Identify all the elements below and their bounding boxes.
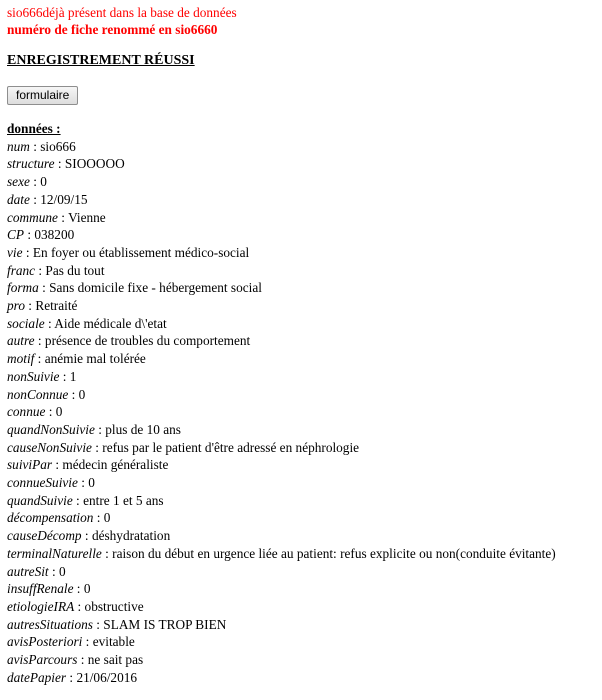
field-separator: : [54,156,65,172]
field-key: datePapier [7,669,67,685]
data-field-row [7,598,602,616]
field-separator: : [38,280,50,296]
field-separator: : [57,209,69,225]
data-field-list [7,138,602,687]
field-separator: : [44,315,55,331]
field-value: 0 [55,404,63,420]
field-key: avisPosteriori [7,634,83,650]
field-separator: : [77,475,89,491]
field-key: sociale [7,315,45,331]
field-key: autre [7,333,35,349]
field-separator: : [72,492,84,508]
field-separator: : [91,439,103,455]
renamed-warning: numéro de fiche renommé en sio6660 [7,22,218,37]
field-key: suiviPar [7,457,53,473]
field-value: refus par le patient d'être adressé en néphrologie [102,439,360,455]
field-key: date [7,191,30,207]
field-value: 21/06/2016 [76,669,138,685]
field-key: commune [7,209,58,225]
data-field-row [7,138,602,156]
field-key: nonSuivie [7,368,60,384]
field-key: franc [7,262,36,278]
field-value: 0 [40,174,47,190]
field-separator: : [52,457,63,473]
data-field-row [7,580,602,598]
field-key: quandSuivie [7,492,73,508]
duplicate-warning: sio666déjà présent dans la base de données [7,5,237,20]
field-key: avisParcours [7,652,78,668]
field-value: entre 1 et 5 ans [83,492,164,508]
field-separator: : [77,652,88,668]
field-value: 0 [58,563,66,579]
field-separator: : [24,227,35,243]
data-field-row [7,226,602,244]
data-field-row [7,368,602,386]
data-field-row [7,421,602,439]
data-field-row [7,386,602,404]
data-field-row [7,651,602,669]
field-value: obstructive [84,598,144,614]
data-field-row [7,173,602,191]
field-separator: : [82,634,93,650]
field-separator: : [45,404,56,420]
field-key: structure [7,156,55,172]
field-value: SIOOOOO [64,156,125,172]
field-separator: : [48,563,59,579]
data-field-row [7,191,602,209]
field-separator: : [68,386,79,402]
data-field-row [7,297,602,315]
data-field-row [7,315,602,333]
field-value: plus de 10 ans [105,421,181,437]
field-separator: : [93,510,104,526]
success-heading: ENREGISTREMENT RÉUSSI [7,53,195,68]
data-field-row [7,439,602,457]
data-field-row [7,155,602,173]
field-separator: : [29,191,41,207]
data-field-row [7,669,602,687]
field-separator: : [92,616,104,632]
data-section-title: données : [7,121,61,136]
field-key: autreSit [7,563,49,579]
field-key: autresSituations [7,616,93,632]
field-key: terminalNaturelle [7,545,102,561]
field-value: En foyer ou établissement médico-social [32,244,250,260]
data-field-row [7,633,602,651]
field-separator: : [101,545,113,561]
field-separator: : [34,351,45,367]
data-field-row [7,279,602,297]
field-value: médecin généraliste [62,457,169,473]
field-key: décompensation [7,510,94,526]
field-value: Pas du tout [45,262,105,278]
field-separator: : [29,174,41,190]
field-value: anémie mal tolérée [44,351,146,367]
field-separator: : [59,368,70,384]
field-key: causeNonSuivie [7,439,92,455]
data-field-row [7,527,602,545]
field-separator: : [22,244,33,260]
field-separator: : [73,581,84,597]
data-field-row [7,492,602,510]
field-separator: : [34,333,45,349]
field-separator: : [81,528,92,544]
data-field-row [7,563,602,581]
field-value: 038200 [34,227,75,243]
field-separator: : [24,298,36,314]
field-separator: : [66,669,77,685]
field-value: déshydratation [91,528,171,544]
field-value: sio666 [40,138,76,154]
data-field-row [7,262,602,280]
field-key: nonConnue [7,386,69,402]
field-key: quandNonSuivie [7,421,95,437]
field-value: 12/09/15 [40,191,88,207]
data-field-row [7,403,602,421]
field-value: Aide médicale d\'etat [54,315,167,331]
field-key: sexe [7,174,30,190]
field-value: 0 [83,581,91,597]
field-key: pro [7,298,25,314]
field-value: 1 [69,368,77,384]
data-field-row [7,209,602,227]
data-field-row [7,456,602,474]
field-key: forma [7,280,39,296]
field-value: ne sait pas [87,652,144,668]
field-value: 0 [78,386,86,402]
field-separator: : [29,138,41,154]
field-key: motif [7,351,35,367]
field-key: connueSuivie [7,475,78,491]
field-key: vie [7,244,23,260]
field-key: etiologieIRA [7,598,75,614]
field-value: raison du début en urgence liée au patient: refus explicite ou non(conduite évitante) [112,545,556,561]
data-field-row [7,244,602,262]
data-field-row [7,474,602,492]
field-value: présence de troubles du comportement [44,333,251,349]
field-key: insuffRenale [7,581,74,597]
field-value: 0 [88,475,95,491]
field-value: Retraité [35,298,78,314]
field-value: evitable [92,634,135,650]
field-key: CP [7,227,24,243]
field-separator: : [74,598,85,614]
field-value: Vienne [68,209,106,225]
field-value: Sans domicile fixe - hébergement social [49,280,262,296]
field-key: num [7,138,30,154]
field-key: causeDécomp [7,528,82,544]
formulaire-button[interactable]: formulaire [7,86,78,105]
data-field-row [7,350,602,368]
field-value: 0 [103,510,111,526]
field-value: SLAM IS TROP BIEN [103,616,227,632]
data-field-row [7,616,602,634]
data-field-row [7,509,602,527]
data-field-row [7,332,602,350]
field-separator: : [35,262,46,278]
data-field-row [7,545,602,563]
field-separator: : [94,421,106,437]
field-key: connue [7,404,46,420]
